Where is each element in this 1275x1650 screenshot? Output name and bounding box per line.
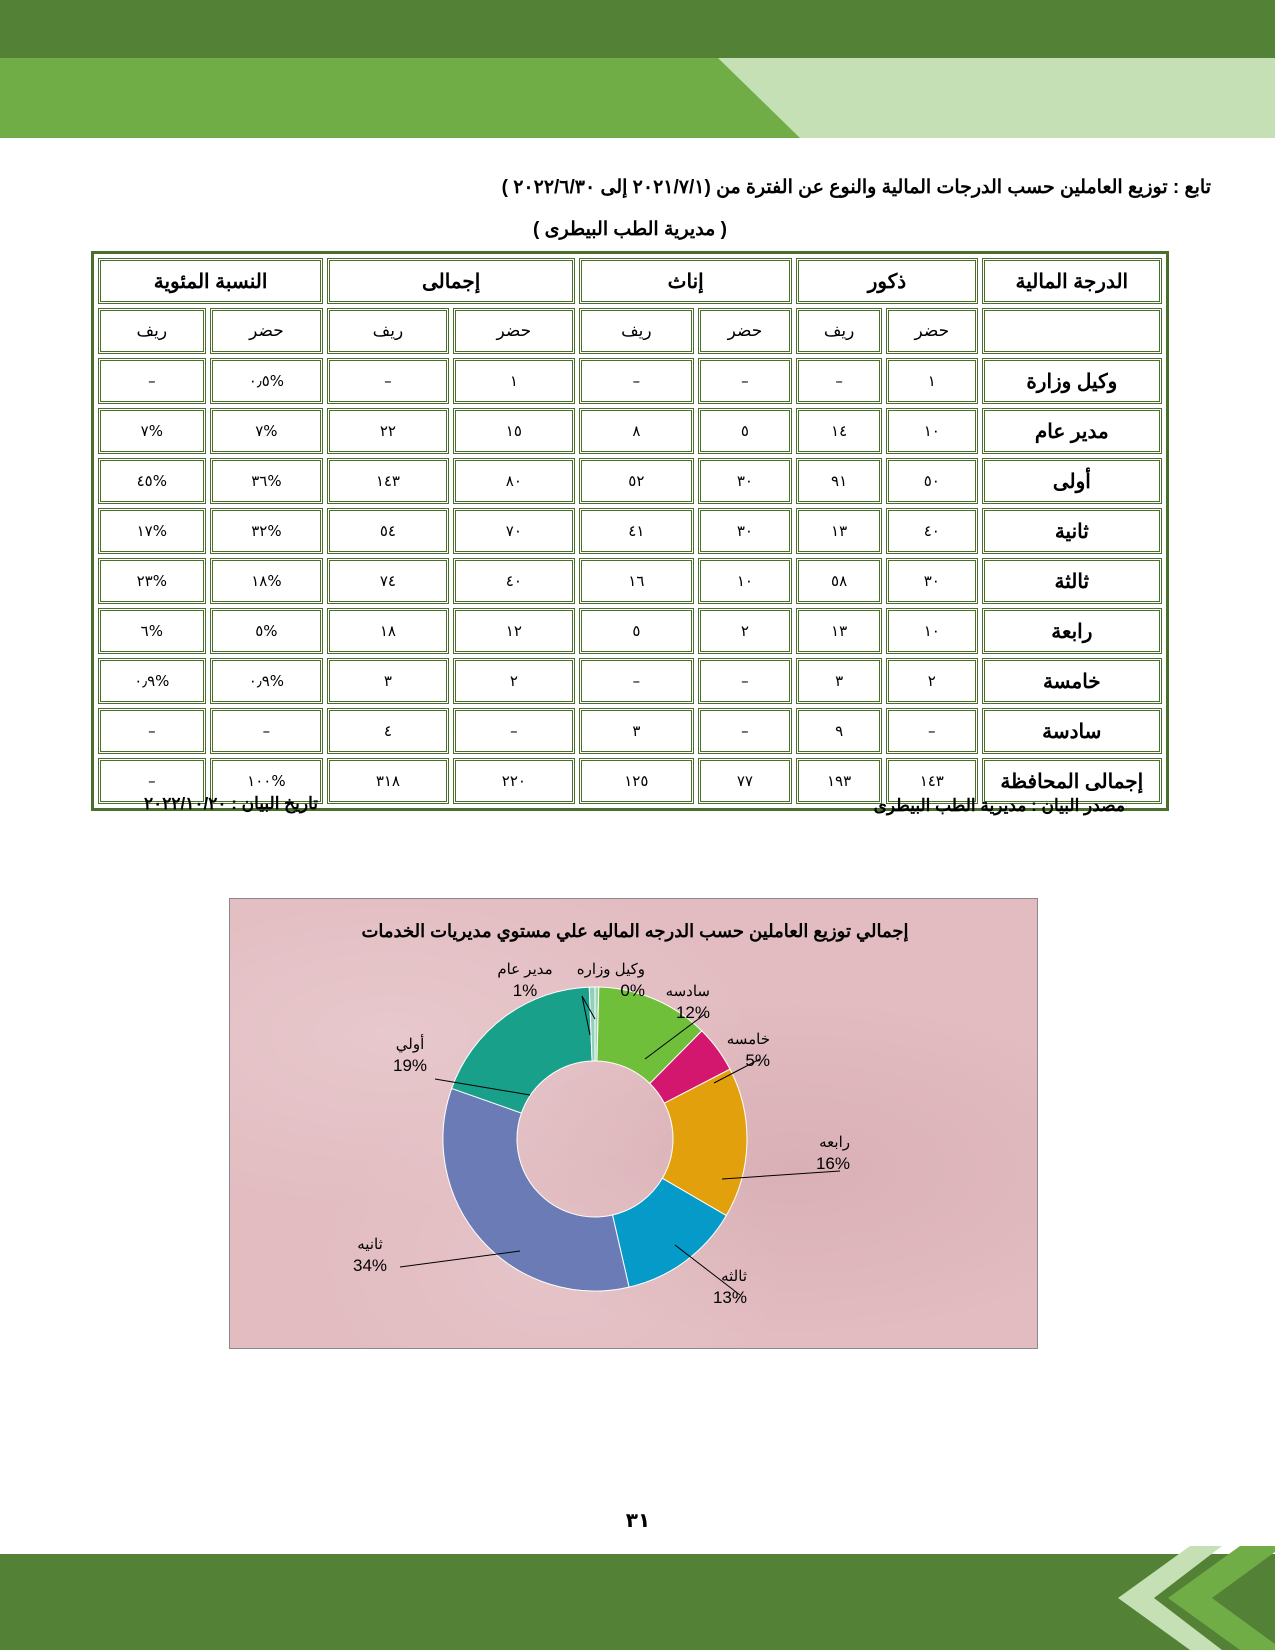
table-cell: %٥: [210, 608, 324, 654]
slice-percent: 1%: [512, 981, 538, 1000]
table-row: [98, 658, 1162, 704]
table-cell: ٥٤: [327, 508, 448, 554]
slice-percent: 13%: [712, 1288, 747, 1307]
chart-panel: [229, 898, 1038, 1349]
table-cell: ٣١٨: [327, 758, 448, 804]
slice-label: خامسه: [726, 1031, 770, 1048]
table-cell: –: [796, 358, 882, 404]
table-cell: ٢٢٠: [453, 758, 575, 804]
row-label: أولى: [982, 458, 1162, 504]
table-cell: ٣٠: [886, 558, 978, 604]
table-row: [98, 558, 1162, 604]
top-banner-light-shape: [718, 58, 1275, 138]
row-label: ثالثة: [982, 558, 1162, 604]
table-cell: ١٣: [796, 508, 882, 554]
page-number: ٣١: [625, 1508, 651, 1532]
slice-label: ثالثه: [721, 1268, 747, 1285]
row-label: وكيل وزارة: [982, 358, 1162, 404]
table-cell: %٠٫٩: [210, 658, 324, 704]
table-cell: ٥٨: [796, 558, 882, 604]
table-cell: ٤٠: [453, 558, 575, 604]
table-cell: %١٠٠: [210, 758, 324, 804]
row-label: مدير عام: [982, 408, 1162, 454]
column-header: إجمالى: [327, 258, 575, 304]
table-cell: ٢٢: [327, 408, 448, 454]
donut-chart: [230, 899, 1037, 1348]
slice-label: وكيل وزاره: [576, 961, 645, 978]
table-row: [98, 608, 1162, 654]
table-cell: ١٢٥: [579, 758, 694, 804]
table-cell: –: [698, 658, 793, 704]
slice-percent: 5%: [745, 1051, 770, 1070]
table-row: [98, 508, 1162, 554]
table-cell: ١: [453, 358, 575, 404]
column-subheader: ريف: [579, 308, 694, 354]
source-note: مصدر البيان : مديرية الطب البيطرى: [873, 796, 1125, 815]
table-cell: ١٣: [796, 608, 882, 654]
table-cell: %٦: [98, 608, 206, 654]
column-subheader: حضر: [698, 308, 793, 354]
table-cell: ١٠: [886, 608, 978, 654]
table-row: [98, 458, 1162, 504]
table-cell: ٤: [327, 708, 448, 754]
table-cell: ٧٤: [327, 558, 448, 604]
column-subheader: حضر: [886, 308, 978, 354]
column-header: النسبة المئوية: [98, 258, 323, 304]
table-cell: –: [210, 708, 324, 754]
page-subtitle: ( مديرية الطب البيطرى ): [533, 219, 727, 240]
table-subheader-row: [98, 308, 1162, 354]
column-header: ذكور: [796, 258, 977, 304]
table-cell: ٥٢: [579, 458, 694, 504]
table-cell: ١٠: [698, 558, 793, 604]
table-cell: ٤١: [579, 508, 694, 554]
table-cell: ٨: [579, 408, 694, 454]
donut-slice: [443, 1088, 629, 1291]
table-cell: %٧: [210, 408, 324, 454]
slice-label: مدير عام: [497, 961, 553, 978]
table-cell: –: [579, 658, 694, 704]
table-cell: %٣٢: [210, 508, 324, 554]
table-cell: %٤٥: [98, 458, 206, 504]
table-cell: –: [98, 758, 206, 804]
table-cell: ٣: [579, 708, 694, 754]
table-cell: %٠٫٥: [210, 358, 324, 404]
table-cell: ٣: [327, 658, 448, 704]
table-cell: ٥: [579, 608, 694, 654]
page-title: تابع : توزيع العاملين حسب الدرجات المالية والنوع عن الفترة من (٢٠٢١/٧/١ إلى ٢٠٢٢/٦/٣٠ ): [501, 177, 1211, 198]
slice-label: سادسه: [665, 983, 710, 1000]
table-cell: –: [579, 358, 694, 404]
bottom-banner: [0, 1546, 1275, 1650]
table-cell: –: [698, 358, 793, 404]
table-cell: ٢: [453, 658, 575, 704]
slice-label: أولي: [395, 1036, 425, 1053]
slice-percent: 16%: [815, 1154, 850, 1173]
table-cell: ١٦: [579, 558, 694, 604]
slice-percent: 0%: [620, 981, 645, 1000]
row-label: رابعة: [982, 608, 1162, 654]
table-header-row: [98, 258, 1162, 304]
table-cell: ٥٠: [886, 458, 978, 504]
table-cell: %١٨: [210, 558, 324, 604]
column-subheader: ريف: [796, 308, 882, 354]
table-cell: ٧٠: [453, 508, 575, 554]
table-cell: –: [98, 358, 206, 404]
table-cell: ١٠: [886, 408, 978, 454]
slice-label: رابعه: [819, 1134, 850, 1151]
table-cell: ٩: [796, 708, 882, 754]
slice-percent: 34%: [352, 1256, 388, 1275]
column-header: إناث: [579, 258, 792, 304]
table-row: [98, 708, 1162, 754]
donut-slice: [452, 987, 592, 1113]
table-cell: ٢: [886, 658, 978, 704]
table-cell: ١٤: [796, 408, 882, 454]
slice-label: ثانيه: [357, 1236, 383, 1253]
table-cell: ٣٠: [698, 458, 793, 504]
column-subheader: ريف: [327, 308, 448, 354]
table-cell: ٨٠: [453, 458, 575, 504]
top-banner-dark-band: [0, 0, 1275, 58]
chart-title: إجمالي توزيع العاملين حسب الدرجه الماليه علي مستوي مديريات الخدمات: [361, 921, 909, 941]
row-label: سادسة: [982, 708, 1162, 754]
table-cell: –: [453, 708, 575, 754]
bottom-banner-band: [0, 1554, 1275, 1650]
slice-percent: 12%: [675, 1003, 710, 1022]
table-cell: –: [698, 708, 793, 754]
table-cell: ٢: [698, 608, 793, 654]
table-cell: %٧: [98, 408, 206, 454]
table-cell: ٧٧: [698, 758, 793, 804]
table-cell: –: [886, 708, 978, 754]
table-cell: %٠٫٩: [98, 658, 206, 704]
table-cell: ١: [886, 358, 978, 404]
table-cell: –: [327, 358, 448, 404]
table-cell: ١٢: [453, 608, 575, 654]
date-note: تاريخ البيان : ٢٠٢٢/١٠/٢٠: [144, 794, 318, 813]
column-subheader: ريف: [98, 308, 206, 354]
column-subheader: [982, 308, 1162, 354]
column-subheader: حضر: [210, 308, 324, 354]
row-label: خامسة: [982, 658, 1162, 704]
table-cell: ١٤٣: [327, 458, 448, 504]
table-cell: ٩١: [796, 458, 882, 504]
table-cell: ١٥: [453, 408, 575, 454]
table-cell: ١٩٣: [796, 758, 882, 804]
slice-percent: 19%: [392, 1056, 428, 1075]
grades-table: [91, 251, 1169, 811]
table-cell: –: [98, 708, 206, 754]
table-cell: ١٤٣: [886, 758, 978, 804]
table-row: [98, 358, 1162, 404]
table-cell: %١٧: [98, 508, 206, 554]
top-banner: [0, 0, 1275, 140]
row-label: إجمالى المحافظة: [982, 758, 1162, 804]
table-cell: ٣٠: [698, 508, 793, 554]
table-cell: ٤٠: [886, 508, 978, 554]
table-cell: ١٨: [327, 608, 448, 654]
table-row: [98, 408, 1162, 454]
table-cell: %٣٦: [210, 458, 324, 504]
column-subheader: حضر: [453, 308, 575, 354]
table-cell: ٣: [796, 658, 882, 704]
column-header: الدرجة المالية: [982, 258, 1162, 304]
table-cell: %٢٣: [98, 558, 206, 604]
row-label: ثانية: [982, 508, 1162, 554]
table-cell: ٥: [698, 408, 793, 454]
